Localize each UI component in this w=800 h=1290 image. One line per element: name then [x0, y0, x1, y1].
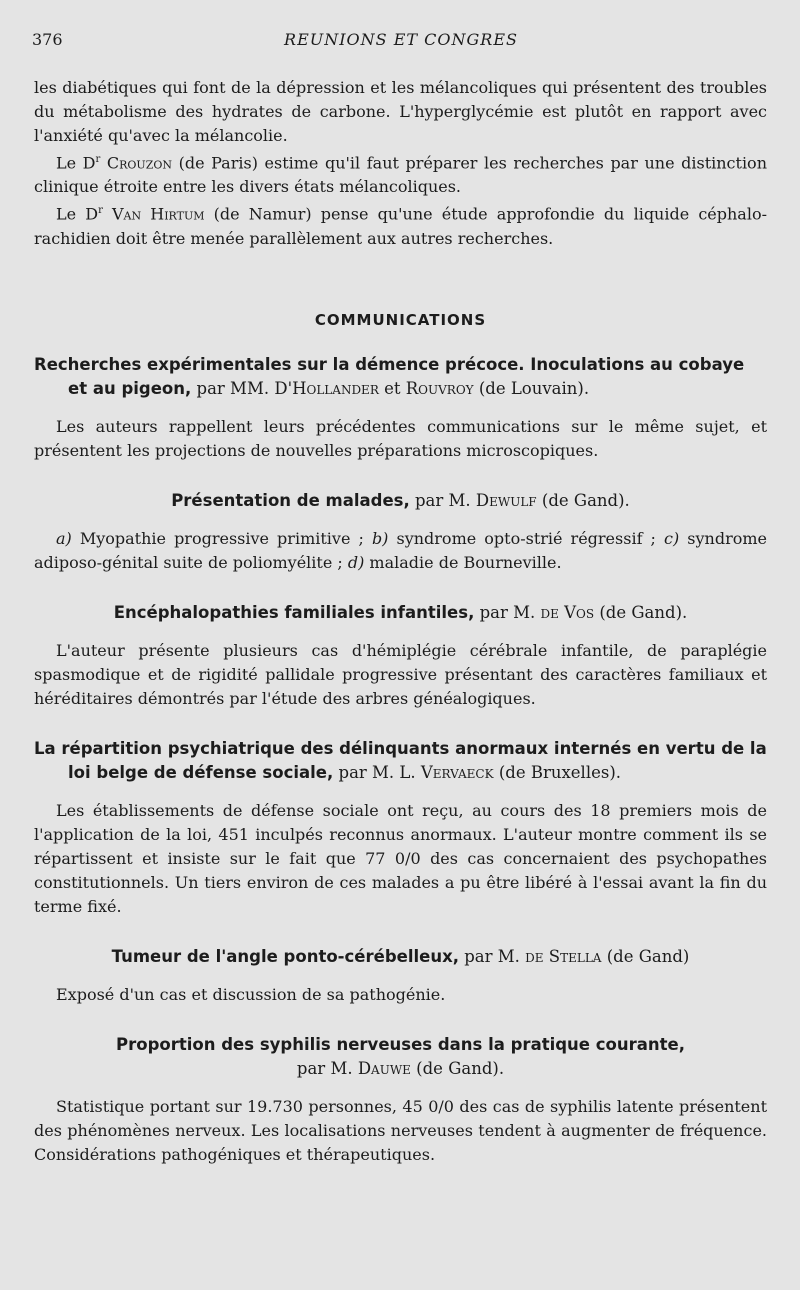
item-text: Myopathie progressive primitive ;: [71, 528, 372, 548]
item-label: d): [347, 552, 365, 572]
title-abbrev-sup: r: [95, 154, 101, 165]
by-text: par M.: [409, 490, 476, 510]
page-number: 376: [32, 30, 63, 49]
author-name: Vervaeck: [420, 762, 494, 782]
item-label: c): [664, 528, 680, 548]
by-text: par M.: [459, 946, 526, 966]
author-place: (de Gand).: [594, 602, 688, 622]
title-abbrev: Le D: [56, 204, 99, 224]
communication-text: L'auteur présente plusieurs cas d'hémiplégie cérébrale infantile, de paraplégie spasmodique et de rigidité pallidale progressive présentant des caractères familiaux et héréditaires démontrés par l'étude des arbres généalogiques.: [34, 640, 767, 708]
item-text: maladie de Bourneville.: [364, 552, 562, 572]
communication-title: [34, 601, 767, 625]
author-line: [474, 603, 687, 622]
item-label: b): [371, 528, 389, 548]
communication-title: [34, 945, 767, 969]
by-text: par MM.: [191, 378, 275, 398]
page-header: [32, 30, 770, 56]
title-text: Proportion des syphilis nerveuses dans la pratique courante,: [116, 1034, 685, 1054]
author-place: (de Louvain).: [473, 378, 590, 398]
paragraph-text: (de Namur) pense qu'une étude approfondie du liquide céphalo-rachidien doit être menée parallèlement aux autres recherches.: [34, 204, 767, 248]
by-text: par M. L.: [333, 762, 421, 782]
title-text: Recherches expérimentales sur la démence précoce. Inoculations au cobaye et au pigeon,: [34, 354, 745, 398]
communication-title: [34, 737, 767, 785]
communication-title: [34, 1033, 767, 1081]
speaker-name: Crouzon: [106, 153, 172, 173]
opening-paragraph-2: [34, 148, 767, 199]
author-line: [333, 763, 621, 782]
communication-text: Les établissements de défense sociale ont reçu, au cours des 18 premiers mois de l'application de la loi, 451 inculpés reconnus anormaux. L'auteur montre comment ils se répartissent et insiste sur le fait que 77 0/0 des cas concernaient des psychopathes constitutionnels. Un tiers environ de ces malades a pu être libéré à l'essai avant la fin du terme fixé.: [34, 800, 767, 916]
communication-text: [34, 527, 767, 575]
author-line: [410, 491, 630, 510]
opening-paragraph-1: les diabétiques qui font de la dépression et les mélancoliques qui présentent des troubles du métabolisme des hydrates de carbone. L'hyperglycémie est plutôt en rapport avec l'anxiété qu'avec la mélancolie.: [34, 78, 767, 145]
by-text: par M.: [296, 1058, 358, 1078]
title-text: La répartition psychiatrique des délinquants anormaux internés en vertu de la loi belge de défense sociale,: [34, 738, 767, 782]
speaker-name: Van Hirtum: [111, 204, 205, 224]
communication-title: [34, 489, 767, 513]
opening-paragraph-3: [34, 199, 767, 250]
author-place: (de Gand).: [536, 490, 630, 510]
title-text: Tumeur de l'angle ponto-cérébelleux,: [111, 946, 459, 966]
item-text: syndrome opto-strié régressif ;: [388, 528, 665, 548]
running-title: REUNIONS ET CONGRES: [284, 30, 518, 49]
author-name: de Stella: [525, 946, 602, 966]
author-line: [459, 947, 689, 966]
communication-text: Les auteurs rappellent leurs précédentes communications sur le même sujet, et présentent les projections de nouvelles préparations microscopiques.: [34, 416, 767, 460]
paragraph-text: (de Paris) estime qu'il faut préparer les recherches par une distinction clinique étroite entre les divers états mélancoliques.: [34, 153, 767, 197]
author-name: Dauwe: [357, 1058, 411, 1078]
title-text: Encéphalopathies familiales infantiles,: [113, 602, 475, 622]
author-place: (de Gand): [601, 946, 690, 966]
title-text: Présentation de malades,: [171, 490, 410, 510]
section-title: COMMUNICATIONS: [314, 310, 487, 329]
communication-text: Exposé d'un cas et discussion de sa pathogénie.: [56, 984, 446, 1004]
author-name: Rouvroy: [405, 378, 474, 398]
item-label: a): [56, 528, 72, 548]
communication-title: [34, 353, 767, 401]
author-place: (de Bruxelles).: [493, 762, 622, 782]
author-name: Dewulf: [475, 490, 537, 510]
communication-text: Statistique portant sur 19.730 personnes, 45 0/0 des cas de syphilis latente présentent des phénomènes nerveux. Les localisations nerveuses tendent à augmenter de fréquence. Considérations pathogéniques et thérapeutiques.: [34, 1096, 767, 1164]
title-abbrev: Le D: [56, 153, 96, 173]
and-text: et: [378, 378, 406, 398]
by-text: par M.: [474, 602, 541, 622]
title-abbrev-sup: r: [98, 205, 103, 217]
author-line: [297, 1059, 504, 1078]
author-name: de Vos: [540, 602, 595, 622]
page-body: [34, 76, 767, 1167]
item-text: syndrome adiposo-génital suite de poliomyélite ;: [34, 528, 768, 572]
author-line: [191, 379, 589, 398]
author-place: (de Gand).: [410, 1058, 505, 1078]
author-name: D'Hollander: [274, 378, 379, 398]
